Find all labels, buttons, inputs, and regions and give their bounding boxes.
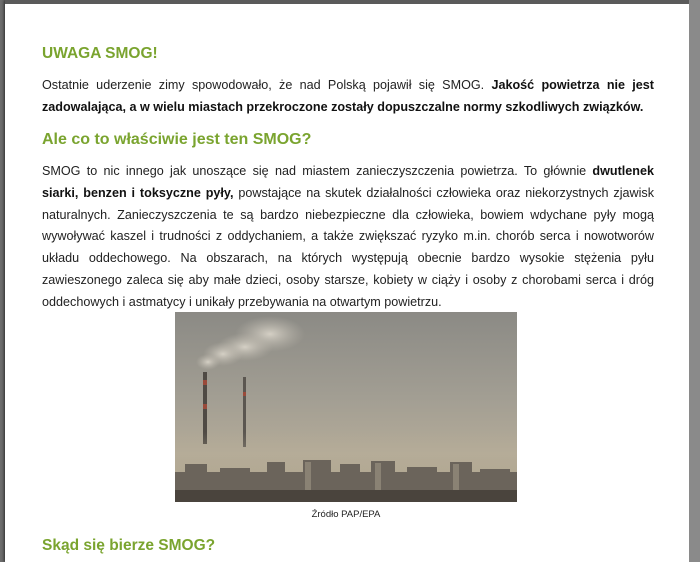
definition-plain-text-2: powstające na skutek działalności człowieka oraz niekorzystnych zjawisk naturalnych. Zanieczyszczenia te są bardzo niebezpieczne dla człowieka, bowiem wdychane pyły mogą wywoływać kaszel i trudności z oddychaniem, a także zwiększać ryzyko m.in. chorób serca i nowotworów układu oddechowego. Na obszarach, na których występują obecnie bardzo wysokie stężenia pyłu zawieszonego zaleca się aby małe dzieci, osoby starsze, kobiety w ciąży i osoby z chorobami serca i dróg oddechowych i astmatycy i unikały przebywania na otwartym powietrzu.	[42, 185, 655, 309]
smog-definition-paragraph	[42, 161, 654, 314]
heading-what-is-smog: Ale co to właściwie jest ten SMOG?	[42, 131, 312, 148]
smog-city-photo	[175, 312, 517, 502]
intro-paragraph	[42, 75, 654, 119]
definition-plain-text-1: SMOG to nic innego jak unoszące się nad miastem zanieczyszczenia powietrza. To głównie	[42, 164, 593, 178]
page-top-border	[5, 0, 689, 4]
heading-where-smog-comes-from: Skąd się bierze SMOG?	[42, 537, 216, 554]
photo-caption: Źródło PAP/EPA	[311, 509, 381, 520]
intro-plain-text: Ostatnie uderzenie zimy spowodowało, że nad Polską pojawił się SMOG.	[42, 78, 492, 92]
viewer-scrollbar-strip[interactable]	[689, 0, 700, 562]
definition-bold-text: dwutlenek siarki, benzen i toksyczne pyły,	[42, 164, 654, 200]
intro-bold-text: Jakość powietrza nie jest zadowalająca, a w wielu miastach przekroczone zostały dopuszczalne normy szkodliwych związków.	[42, 78, 654, 114]
heading-uwaga-smog: UWAGA SMOG!	[42, 45, 158, 62]
